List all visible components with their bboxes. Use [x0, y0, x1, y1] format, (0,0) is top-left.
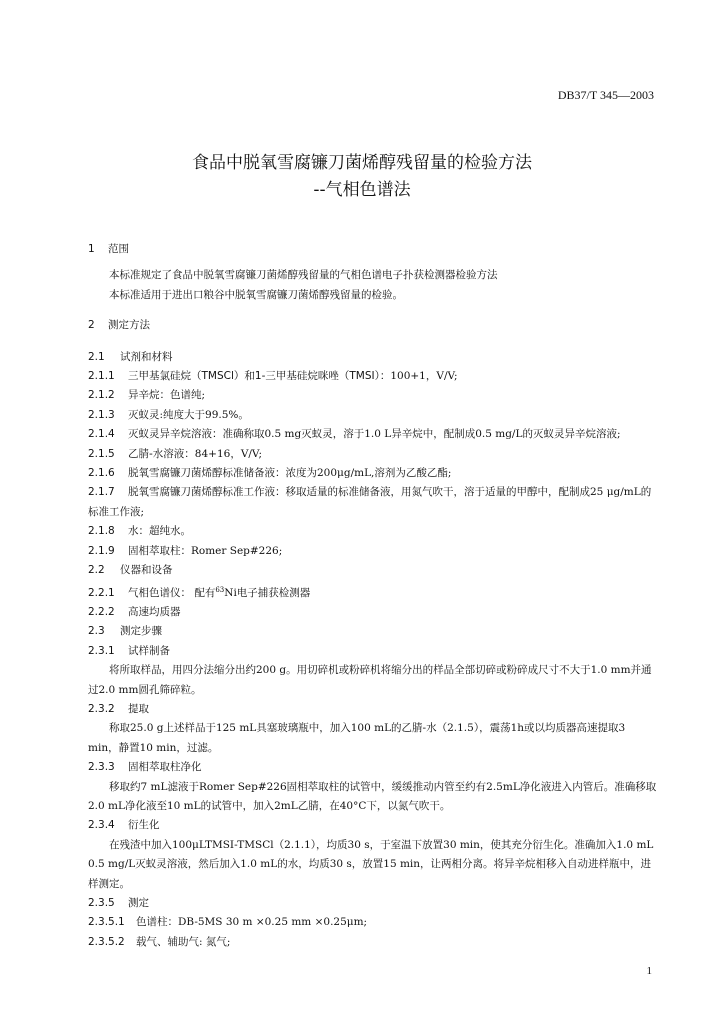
clause-2-1-5: 2.1.5 乙腈-水溶液：84+16，V/V;	[88, 447, 263, 460]
clause-2-1-7: 2.1.7 脱氧雪腐镰刀菌烯醇标准工作液：移取适量的标准储备液，用氮气吹干，溶于适量的甲醇中，配制成25 μg/mL的标准工作液;	[88, 486, 652, 518]
section-1-heading: 1 范围	[88, 243, 129, 255]
clause-2-2-2: 2.2.2 高速均质器	[88, 605, 181, 618]
clause-2-1-2: 2.1.2 异辛烷：色谱纯;	[88, 389, 206, 402]
clause-2-3-3: 2.3.3 固相萃取柱净化	[88, 761, 202, 774]
clause-2-3-1-text: 将所取样品，用四分法缩分出约200 g。用切碎机或粉碎机将缩分出的样品全部切碎或粉碎成尺寸不大于1.0 mm并通过2.0 mm圆孔筛碎粒。	[88, 664, 652, 696]
title-line-2: --气相色谱法	[313, 180, 411, 200]
page-number: 1	[646, 965, 652, 977]
section-2-heading: 2 测定方法	[88, 319, 150, 332]
clause-2-1-3: 2.1.3 灭蚁灵:纯度大于99.5%。	[88, 408, 249, 421]
clause-2-3-2-text: 称取25.0 g上述样品于125 mL具塞玻璃瓶中，加入100 mL的乙腈-水（2.1.5），震荡1h或以均质器高速提取3 min，静置10 min，过滤。	[88, 722, 626, 754]
clause-2-1-1: 2.1.1 三甲基氯硅烷（TMSCl）和1-三甲基硅烷咪唑（TMSI）：100+1，V/V;	[88, 370, 458, 383]
clause-2-3-4-text: 在残渣中加入100μLTMSI-TMSCl（2.1.1），均质30 s，于室温下放置30 min，使其充分衍生化。准确加入1.0 mL 0.5 mg/L灭蚁灵溶液，然后加入1.0 mL的水，均质30 s，放置15 min，让两相分离。将异辛烷相移入自动进样瓶中，进样测定。	[88, 838, 654, 890]
clause-2-3-1: 2.3.1 试样制备	[88, 644, 170, 657]
clause-2-3-2: 2.3.2 提取	[88, 702, 149, 715]
clause-2-2: 2.2 仪器和设备	[88, 564, 173, 577]
clause-2-3-5: 2.3.5 测定	[88, 897, 149, 909]
clause-2-3-4: 2.3.4 衍生化	[88, 819, 160, 832]
clause-2-1: 2.1 试剂和材料	[88, 350, 173, 363]
clause-2-3-5-2: 2.3.5.2 载气、辅助气: 氮气;	[88, 935, 231, 948]
section-1-paragraph-1: 本标准规定了食品中脱氧雪腐镰刀菌烯醇残留量的气相色谱电子扑获检测器检验方法	[109, 269, 498, 282]
clause-2-3-5-1: 2.3.5.1 色谱柱：DB-5MS 30 m ×0.25 mm ×0.25μm;	[88, 916, 368, 929]
clause-2-2-1: 2.2.1 气相色谱仪： 配有$^{63}$Ni电子捕获检测器	[88, 585, 311, 599]
clause-2-1-4: 2.1.4 灭蚁灵异辛烷溶液：准确称取0.5 mg灭蚁灵，溶于1.0 L异辛烷中，配制成0.5 mg/L的灭蚁灵异辛烷溶液;	[88, 428, 621, 441]
title-line-1: 食品中脱氧雪腐镰刀菌烯醇残留量的检验方法	[192, 153, 532, 173]
standard-code: DB37/T 345—2003	[557, 88, 654, 102]
section-1-paragraph-2: 本标准适用于进出口粮谷中脱氧雪腐镰刀菌烯醇残留量的检验。	[109, 288, 403, 301]
clause-2-1-8: 2.1.8 水：超纯水。	[88, 525, 191, 538]
document-title	[0, 150, 724, 204]
document-body	[88, 240, 658, 952]
clause-2-1-9: 2.1.9 固相萃取柱：Romer Sep#226;	[88, 544, 283, 557]
clause-2-3: 2.3 测定步骤	[88, 625, 162, 638]
clause-2-1-6: 2.1.6 脱氧雪腐镰刀菌烯醇标准储备液：浓度为200μg/mL,溶剂为乙酸乙酯;	[88, 467, 452, 480]
clause-2-3-3-text: 移取约7 mL滤液于Romer Sep#226固相萃取柱的试管中，缓缓推动内管至约有2.5mL净化液进入内管后。准确移取2.0 mL净化液至10 mL的试管中，加入2mL乙腈，在40°C下，以氮气吹干。	[88, 780, 657, 812]
